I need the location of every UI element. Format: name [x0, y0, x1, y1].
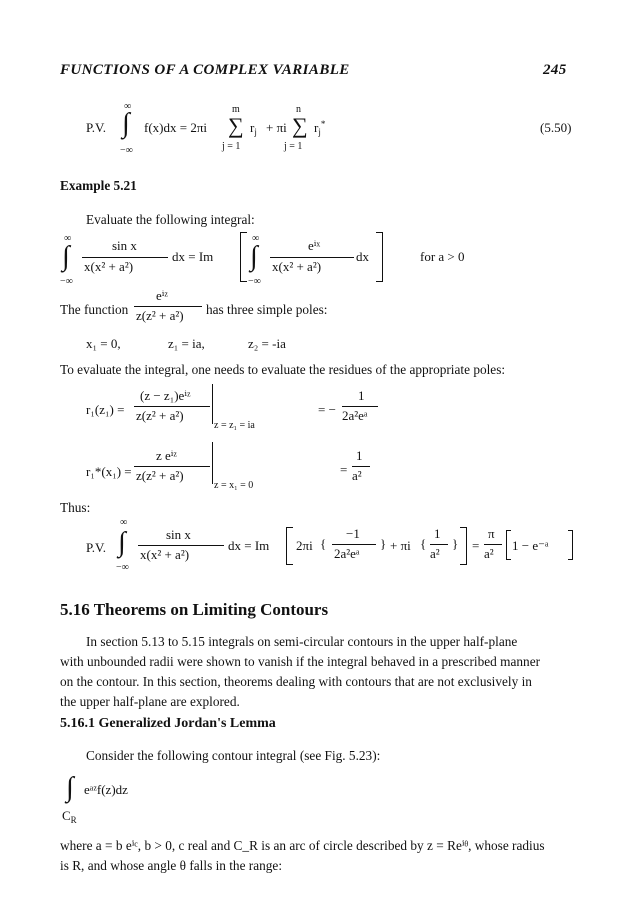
paragraph-line: with unbounded radii were shown to vanish if the integral behaved in a prescribed manner	[60, 654, 541, 669]
final-denominator: x(x² + a²)	[140, 547, 190, 562]
integral-sign: ∫	[122, 108, 130, 139]
fraction-bar	[352, 466, 370, 467]
paragraph-line: where a = b eⁱᶜ, b > 0, c real and C_R is an arc of circle described by z = Reⁱᶿ, whose radius	[60, 838, 545, 853]
upper-limit: ∞	[120, 517, 128, 528]
poles-text: has three simple poles:	[206, 302, 328, 317]
fraction-bar	[134, 406, 210, 407]
inner-upper-limit: ∞	[252, 233, 260, 244]
section-paragraph	[60, 632, 590, 712]
lower-limit: −∞	[116, 562, 129, 573]
final-minus-one: −1	[346, 526, 360, 541]
sum2-sigma: ∑	[292, 113, 308, 138]
fraction-bar	[430, 544, 448, 545]
final-a2b: a²	[484, 546, 494, 561]
subsection-intro: Consider the following contour integral (see Fig. 5.23):	[86, 748, 381, 763]
final-pv: P.V.	[86, 540, 107, 555]
sum2-upper: n	[296, 104, 301, 115]
r1-lhs: r₁(z₁) =	[86, 402, 125, 417]
right-bracket-small	[568, 530, 573, 560]
integral-sign: ∫	[118, 527, 126, 558]
lower-limit: −∞	[60, 276, 73, 287]
pv-label: P.V.	[86, 120, 107, 135]
r1s-denominator: z(z² + a²)	[136, 468, 184, 483]
final-den2: 2a²eᵃ	[334, 546, 360, 561]
sum1-upper: m	[232, 104, 240, 115]
r1-numerator: (z − z₁)eⁱᶻ	[140, 388, 191, 403]
right-bracket	[376, 232, 383, 282]
upper-limit: ∞	[64, 233, 72, 244]
fraction-bar	[332, 544, 376, 545]
r1-result-denominator: 2a²eᵃ	[342, 408, 368, 423]
section-title: 5.16 Theorems on Limiting Contours	[60, 600, 329, 619]
integral-sign: ∫	[66, 772, 74, 803]
evaluate-text: To evaluate the integral, one needs to evaluate the residues of the appropriate poles:	[60, 362, 506, 377]
fraction-bar	[342, 406, 378, 407]
paragraph-line: is R, and whose angle θ falls in the range:	[60, 858, 283, 873]
fraction-bar	[82, 257, 168, 258]
function-text: The function	[60, 302, 129, 317]
fraction-bar	[134, 466, 210, 467]
paragraph-line: on the contour. In this section, theorems dealing with contours that are not exclusively in	[60, 674, 532, 689]
subsection-title: 5.16.1 Generalized Jordan's Lemma	[60, 716, 276, 731]
plus-pi-i: + πi	[266, 120, 287, 135]
r1s-lhs: r₁*(x₁) =	[86, 464, 132, 479]
final-one: 1	[434, 526, 441, 541]
r1s-result-denominator: a²	[352, 468, 362, 483]
integrand: f(x)dx = 2πi	[144, 120, 207, 135]
pole-x1: x₁ = 0,	[86, 336, 121, 351]
final-a2: a²	[430, 546, 440, 561]
evaluation-bar	[212, 442, 213, 484]
r1-equals: = −	[318, 402, 336, 417]
numerator: sin x	[112, 238, 137, 253]
function-denominator: z(z² + a²)	[136, 308, 184, 323]
contour-label: $C_R$	[62, 808, 77, 825]
rhs-dx: dx	[356, 249, 369, 264]
integral-sign: ∫	[62, 241, 70, 272]
example-intro: Evaluate the following integral:	[86, 212, 255, 227]
left-brace: {	[320, 536, 327, 551]
thus-text: Thus:	[60, 500, 91, 515]
right-bracket	[460, 527, 467, 565]
fraction-bar	[138, 545, 224, 546]
right-brace-2: }	[452, 536, 459, 551]
rhs-numerator: eⁱˣ	[308, 238, 321, 253]
contour-integrand: eᵃᶻf(z)dz	[84, 782, 128, 797]
final-equals: =	[472, 538, 480, 553]
left-bracket	[240, 232, 247, 282]
r1s-equals: =	[340, 462, 348, 477]
fraction-bar	[484, 544, 502, 545]
paragraph-line: the upper half-plane are explored.	[60, 694, 240, 709]
denominator: x(x² + a²)	[84, 259, 134, 274]
running-header-title: FUNCTIONS OF A COMPLEX VARIABLE	[60, 62, 350, 78]
left-bracket-small	[506, 530, 511, 560]
sum2-lower: j = 1	[284, 141, 303, 152]
condition: for a > 0	[420, 249, 465, 264]
r1-result-numerator: 1	[358, 388, 365, 403]
example-title: Example 5.21	[60, 178, 137, 193]
lower-limit: −∞	[120, 145, 133, 156]
dx-im: dx = Im	[172, 249, 214, 264]
r1-denominator: z(z² + a²)	[136, 408, 184, 423]
final-pi: π	[488, 526, 495, 541]
sum1-sigma: ∑	[228, 113, 244, 138]
r1s-numerator: z eⁱᶻ	[156, 448, 177, 463]
rhs-denominator: x(x² + a²)	[272, 259, 322, 274]
equation-number: (5.50)	[540, 120, 572, 135]
final-tail: 1 − e⁻ᵃ	[512, 538, 549, 553]
upper-limit: ∞	[124, 101, 132, 112]
where-paragraph	[60, 836, 590, 876]
function-numerator: eⁱᶻ	[156, 288, 168, 303]
page-number: 245	[543, 62, 567, 78]
right-brace: }	[380, 536, 387, 551]
fraction-bar	[134, 306, 202, 307]
final-2pi: 2πi	[296, 538, 313, 553]
sum1-term: $r_j$	[250, 120, 257, 137]
r1-evaluation-point: z = z₁ = ia	[214, 420, 255, 431]
evaluation-bar	[212, 384, 213, 424]
inner-integral-sign: ∫	[250, 241, 258, 272]
sum1-lower: j = 1	[222, 141, 241, 152]
r1s-evaluation-point: z = x₁ = 0	[214, 480, 254, 491]
left-bracket	[286, 527, 293, 565]
left-brace-2: {	[420, 536, 427, 551]
r1s-result-numerator: 1	[356, 448, 363, 463]
final-numerator: sin x	[166, 527, 191, 542]
final-dx: dx = Im	[228, 538, 270, 553]
paragraph-line: In section 5.13 to 5.15 integrals on semi-circular contours in the upper half-plane	[86, 634, 518, 649]
sum2-term: $r_j^*$	[314, 119, 326, 137]
pole-z2: z₂ = -ia	[248, 336, 286, 351]
fraction-bar	[270, 257, 354, 258]
final-plus-pi-i: + πi	[390, 538, 411, 553]
pole-z1: z₁ = ia,	[168, 336, 205, 351]
inner-lower-limit: −∞	[248, 276, 261, 287]
